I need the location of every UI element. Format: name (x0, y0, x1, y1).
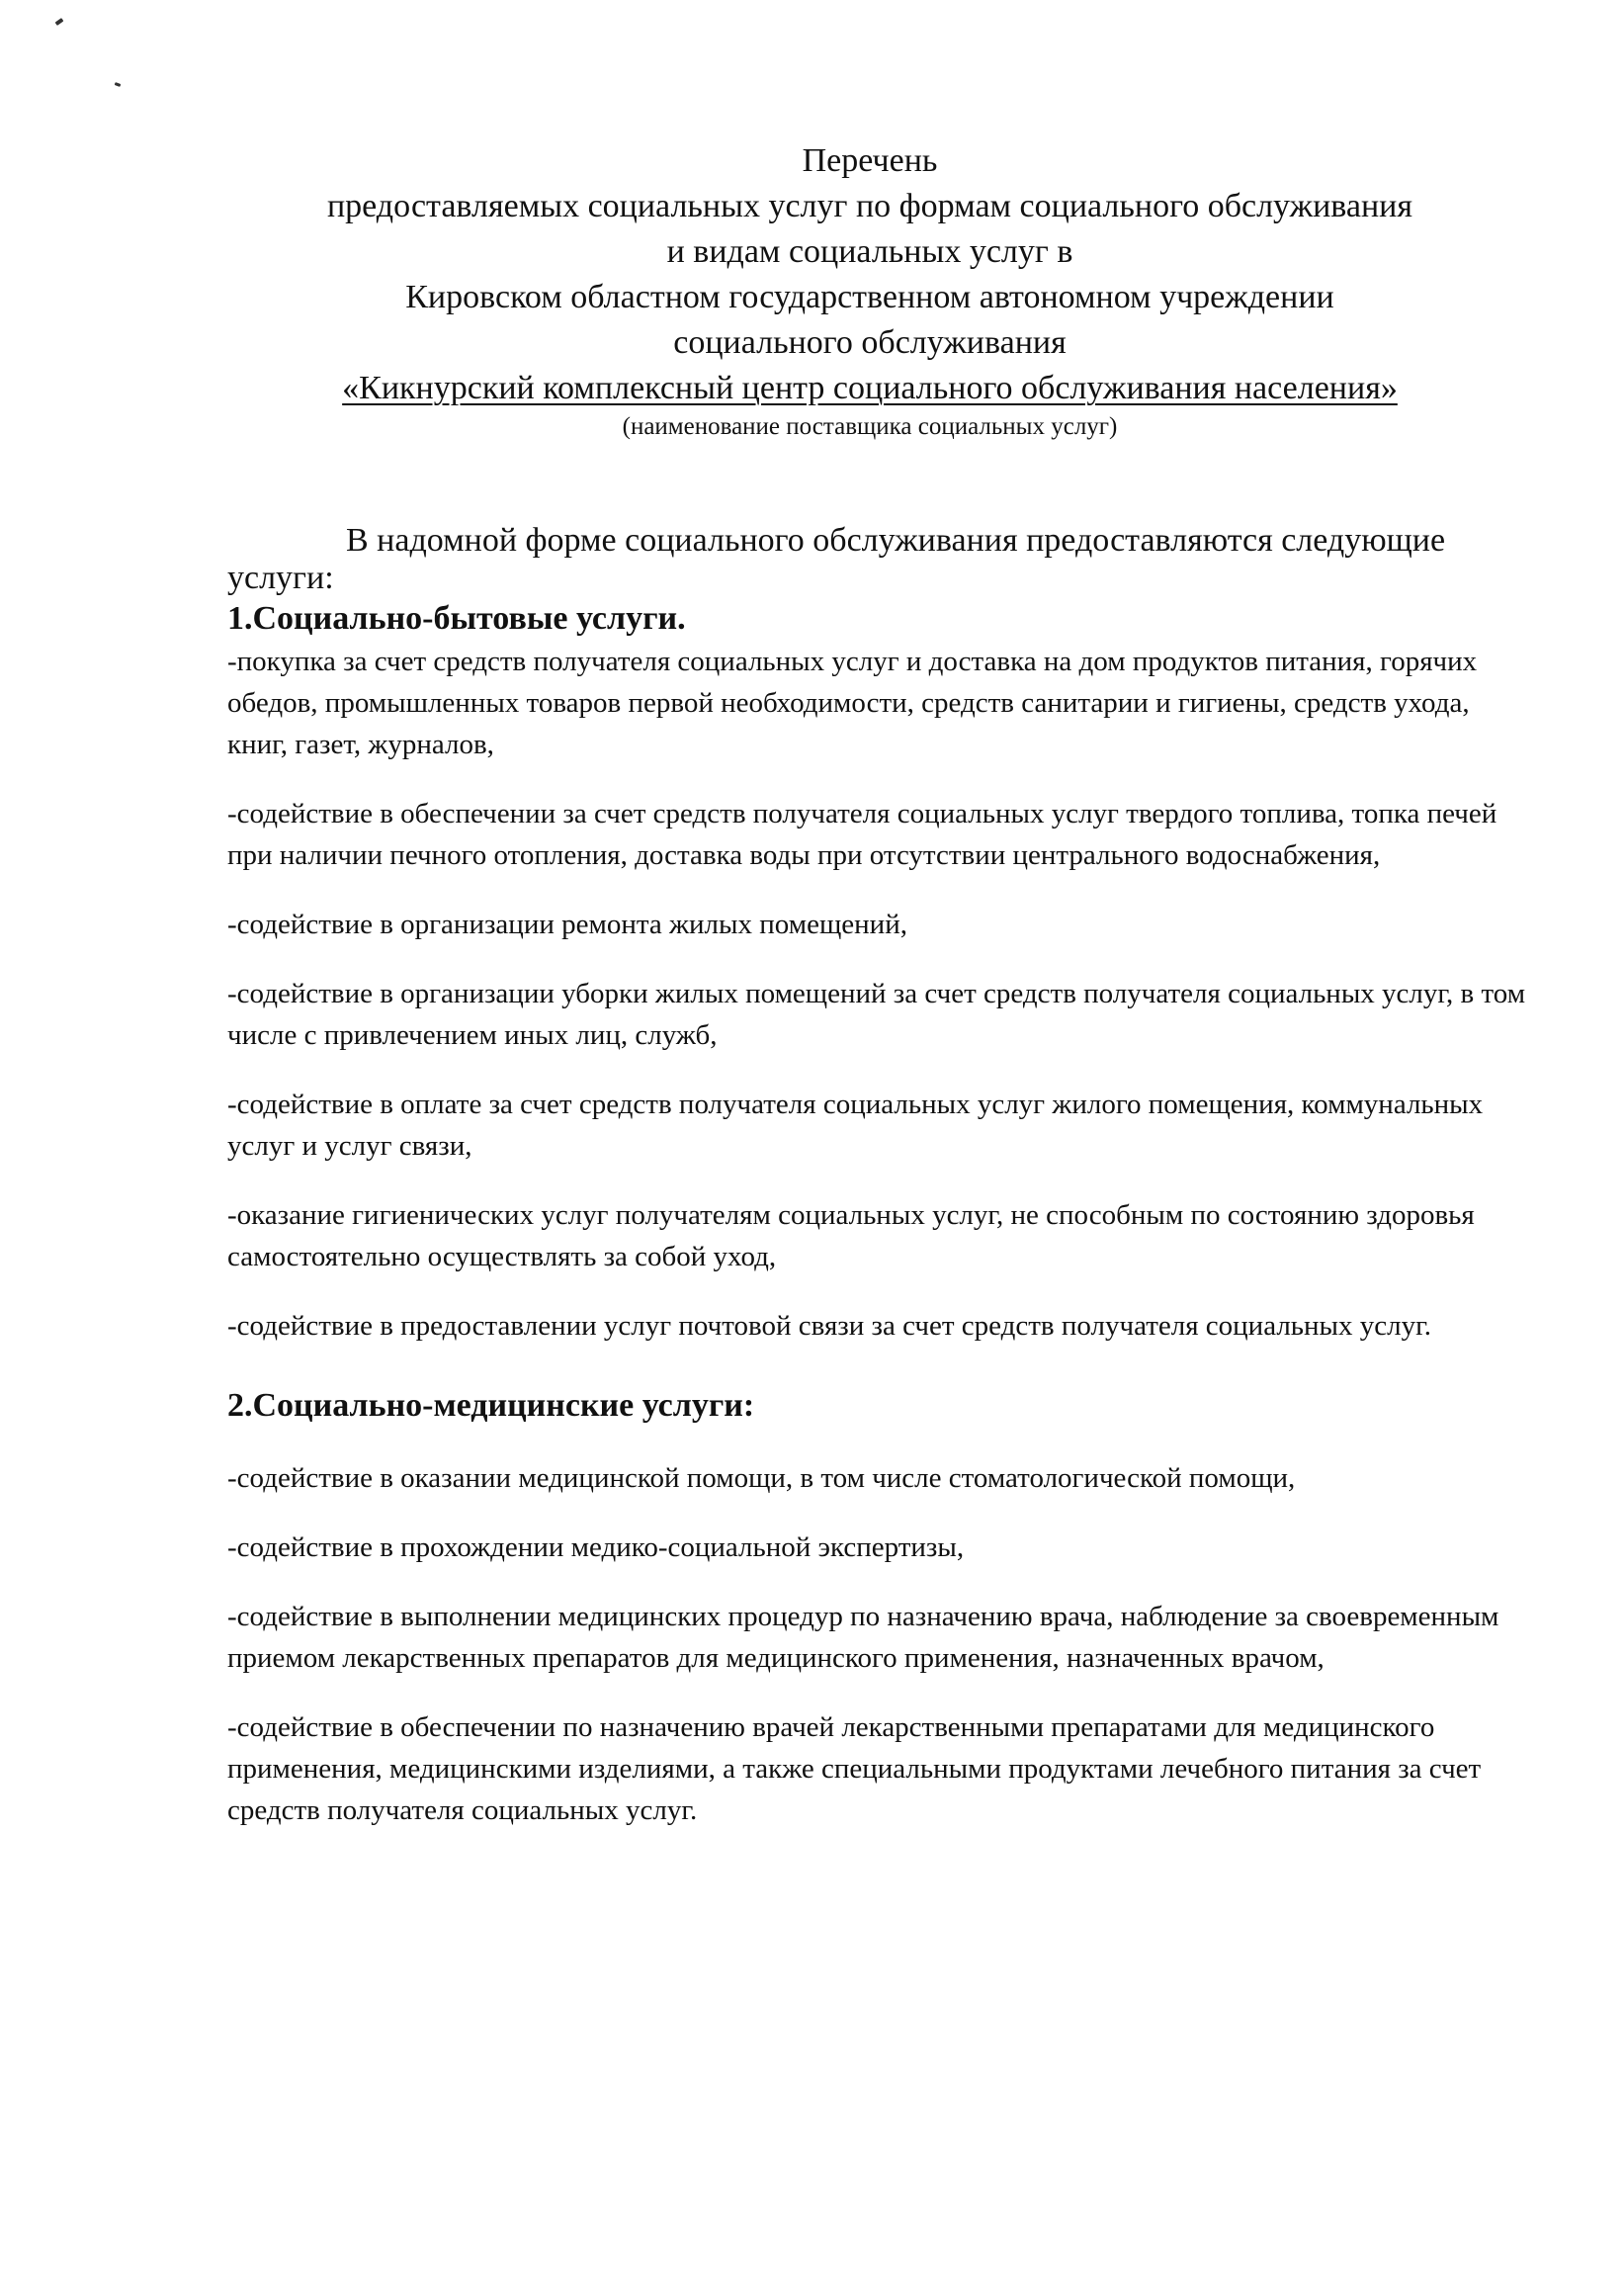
list-item: -содействие в организации уборки жилых помещений за счет средств получателя социальных услуг, в том числе с привлечением иных лиц, служб, (227, 978, 1526, 1051)
header-line: Кировском областном государственном автономном учреждении (405, 279, 1334, 315)
list-item: -содействие в обеспечении за счет средств получателя социальных услуг твердого топлива, топка печей при наличии печного отопления, доставка воды при отсутствии центрального водоснабжения, (227, 798, 1497, 871)
provider-caption: (наименование поставщика социальных услуг) (622, 413, 1118, 440)
list-item: -содействие в выполнении медицинских процедур по назначению врача, наблюдение за своевременным приемом лекарственных препаратов для медицинского применения, назначенных врачом, (227, 1601, 1499, 1674)
list-item: -содействие в организации ремонта жилых помещений, (227, 909, 907, 940)
list-item: -оказание гигиенических услуг получателям социальных услуг, не способным по состоянию здоровья самостоятельно осуществлять за собой уход, (227, 1199, 1475, 1272)
list-item: -содействие в оказании медицинской помощи, в том числе стоматологической помощи, (227, 1462, 1296, 1494)
section-heading-social-medical: 2.Социально-медицинские услуги: (227, 1387, 755, 1424)
section-heading-social-domestic: 1.Социально-бытовые услуги. (227, 600, 686, 637)
list-item: -содействие в обеспечении по назначению врачей лекарственными препаратами для медицинского применения, медицинскими изделиями, а также специальными продуктами лечебного питания за счет средств получателя социальных услуг. (227, 1711, 1482, 1826)
header-line: и видам социальных услуг в (666, 233, 1073, 270)
list-item: -содействие в прохождении медико-социальной экспертизы, (227, 1531, 965, 1563)
section-items-social-medical (227, 1457, 1532, 1831)
list-item: -содействие в предоставлении услуг почтовой связи за счет средств получателя социальных услуг. (227, 1310, 1431, 1342)
document-body (227, 522, 1532, 1859)
section-items-social-domestic (227, 641, 1532, 1347)
header-line: социального обслуживания (673, 324, 1067, 361)
intro-text: В надомной форме социального обслуживания предоставляются следующие услуги: (227, 522, 1446, 596)
scan-speck (115, 82, 122, 87)
header-line: предоставляемых социальных услуг по формам социального обслуживания (326, 188, 1413, 224)
list-item: -покупка за счет средств получателя социальных услуг и доставка на дом продуктов питания, горячих обедов, промышленных товаров первой необходимости, средств санитарии и гигиены, средств ухода, книг, газет, журналов, (227, 646, 1478, 760)
scan-speck (55, 18, 64, 26)
document-title: Перечень (802, 142, 938, 179)
list-item: -содействие в оплате за счет средств получателя социальных услуг жилого помещения, коммунальных услуг и услуг связи, (227, 1089, 1484, 1162)
intro-paragraph (227, 522, 1532, 597)
provider-name: «Кикнурский комплексный центр социального обслуживания населения» (342, 370, 1398, 406)
document-header (227, 138, 1512, 443)
